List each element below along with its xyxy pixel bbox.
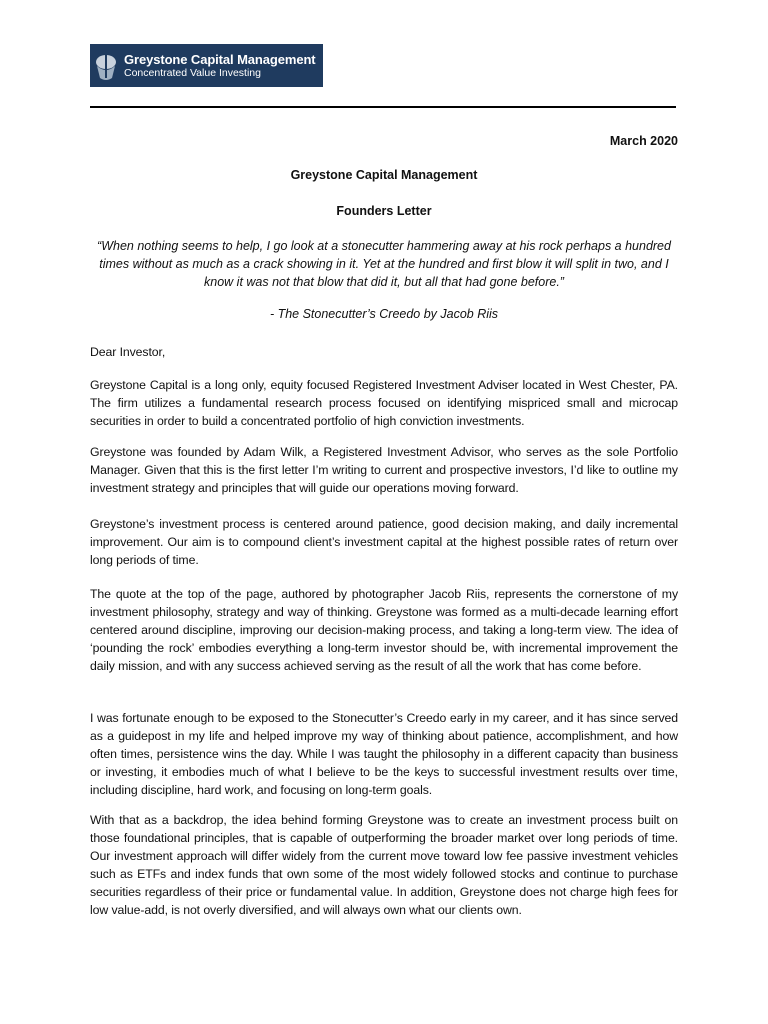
stone-logo-icon bbox=[90, 44, 124, 87]
paragraph: Greystone Capital is a long only, equity focused Registered Investment Adviser located in West Chester, PA. The firm utilizes a fundamental research process focused on identifying mispriced small and microcap securities in order to build a concentrated portfolio of high conviction investments. bbox=[90, 378, 678, 428]
logo-tagline: Concentrated Value Investing bbox=[124, 66, 261, 79]
quote-attribution: - The Stonecutter’s Creedo by Jacob Riis bbox=[269, 307, 499, 321]
paragraph: Greystone was founded by Adam Wilk, a Registered Investment Advisor, who serves as the sole Portfolio Manager. Given that this is the first letter I’m writing to current and prospective investors, I’d like to outline my investment strategy and principles that will guide our operations moving forward. bbox=[90, 445, 678, 495]
company-title: Greystone Capital Management bbox=[290, 168, 478, 182]
paragraph: With that as a backdrop, the idea behind forming Greystone was to create an investment process built on those foundational principles, that is capable of outperforming the broader market over long periods of time. Our investment approach will differ widely from the current move toward low fee passive investment vehicles such as ETFs and index funds that own some of the most widely followed stocks and continue to purchase securities regardless of their price or fundamental value. In addition, Greystone does not charge high fees for low value-add, is not overly diversified, and will always own what our clients own. bbox=[90, 813, 678, 917]
paragraph: The quote at the top of the page, authored by photographer Jacob Riis, represents the cornerstone of my investment philosophy, strategy and way of thinking. Greystone was formed as a multi-decade learning effort centered around discipline, improving our decision-making process, and taking a long-term view. The idea of ‘pounding the rock’ embodies everything a long-term investor should be, with incremental improvement the daily mission, and with any success achieved serving as the result of all the work that has come before. bbox=[90, 587, 678, 673]
document-title: Founders Letter bbox=[336, 204, 432, 218]
paragraph: I was fortunate enough to be exposed to the Stonecutter’s Creedo early in my career, and it has since served as a guidepost in my life and helped improve my way of thinking about patience, accomplishment, and how often times, persistence wins the day. While I was taught the philosophy in a different capacity than business or investing, it embodies much of what I believe to be the keys to successful investment results over time, including discipline, hard work, and focusing on long-term goals. bbox=[90, 711, 678, 797]
opening-quote: “When nothing seems to help, I go look at a stonecutter hammering away at his rock perhaps a hundred times without as much as a crack showing in it. Yet at the hundred and first blow it will split in two, and I know it was not that blow that did it, but all that had gone before.” bbox=[97, 239, 671, 289]
letter-date: March 2020 bbox=[609, 134, 678, 148]
logo-name: Greystone Capital Management bbox=[124, 51, 316, 67]
company-logo bbox=[90, 44, 323, 87]
paragraph: Greystone’s investment process is centered around patience, good decision making, and daily incremental improvement. Our aim is to compound client’s investment capital at the highest possible rates of return over long periods of time. bbox=[90, 517, 678, 567]
salutation: Dear Investor, bbox=[90, 345, 166, 359]
header-rule bbox=[90, 106, 676, 108]
